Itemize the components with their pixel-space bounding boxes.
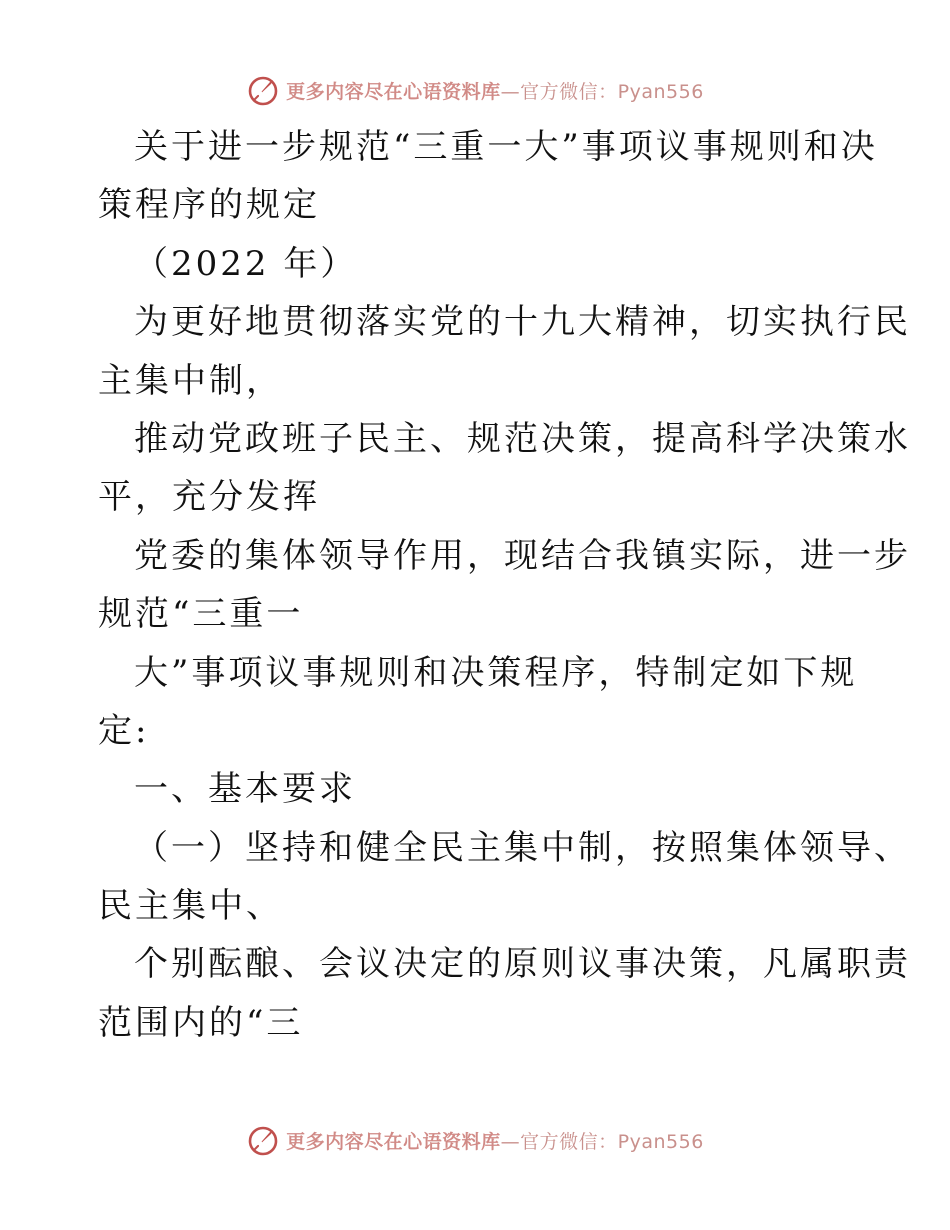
banner-text [286,1127,704,1154]
body-line: 范围内的“三 [98,1002,304,1043]
body-line: 定: [98,710,150,751]
body-line: 大”事项议事规则和决策程序，特制定如下规 [134,652,858,693]
body-line: 平，充分发挥 [98,477,320,518]
banner-main-text: 更多内容尽在心语资料库 [286,1130,501,1153]
body-line: （一）坚持和健全民主集中制，按照集体领导、 [134,827,911,868]
banner-wechat-text: 官方微信：Pyan556 [520,1130,704,1153]
banner-text [286,77,704,104]
quill-circle-logo-icon [246,73,280,107]
footer-banner [0,1120,950,1160]
banner-dash: — [500,80,521,103]
body-line: 策程序的规定 [98,185,320,226]
body-line: 关于进一步规范“三重一大”事项议事规则和决 [134,127,878,167]
body-line: （2022 年） [134,243,358,284]
body-line: 民主集中、 [98,886,283,927]
banner-main-text: 更多内容尽在心语资料库 [286,80,501,103]
banner-dash: — [500,1130,521,1153]
body-line: 主集中制， [98,360,283,401]
banner-wechat-text: 官方微信：Pyan556 [520,80,704,103]
body-line: 党委的集体领导作用，现结合我镇实际，进一步 [134,535,911,576]
body-line: 规范“三重一 [98,594,304,635]
section-heading: 一、基本要求 [134,769,356,810]
header-banner [0,70,950,110]
body-line: 个别酝酿、会议决定的原则议事决策，凡属职责 [134,944,911,985]
quill-circle-logo-icon [246,1123,280,1157]
body-line: 为更好地贯彻落实党的十九大精神，切实执行民 [134,302,911,343]
body-line: 推动党政班子民主、规范决策，提高科学决策水 [134,418,911,459]
document-body [98,118,911,1052]
